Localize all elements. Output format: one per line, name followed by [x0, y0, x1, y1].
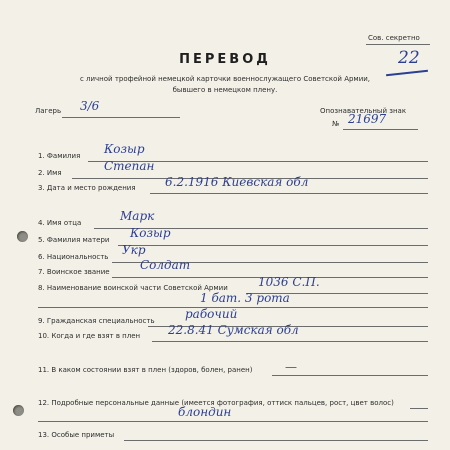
field-value-military-unit-detail: 1 бат. 3 рота [200, 291, 290, 305]
id-mark-value: 21697 [348, 112, 387, 126]
field-label-military-unit: 8. Наименование воинской части Советской Армии [38, 284, 228, 292]
field-value-mother-surname: Козыр [130, 226, 171, 240]
field-label-first-name: 2. Имя [38, 169, 62, 177]
field-label-mother-surname: 5. Фамилия матери [38, 236, 110, 244]
id-mark-number-sign: № [332, 120, 340, 128]
field-value-captured: 22.8.41 Сумская обл [168, 323, 299, 337]
punch-hole-upper [17, 231, 28, 242]
field-value-nationality: Укр [122, 243, 146, 257]
field-label-birth: 3. Дата и место рождения [38, 184, 136, 192]
field-label-rank: 7. Воинское звание [38, 268, 110, 276]
field-label-civil-profession: 9. Гражданская специальность [38, 317, 155, 325]
field-label-condition: 11. В каком состоянии взят в плен (здоров, болен, ранен) [38, 366, 253, 374]
classification-stamp: Сов. секретно [368, 34, 420, 42]
field-value-personal-data: блондин [178, 405, 232, 419]
field-value-rank: Солдат [140, 258, 191, 272]
field-value-surname: Козыр [104, 142, 145, 156]
field-label-special-marks: 13. Особые приметы [38, 431, 115, 439]
field-label-surname: 1. Фамилия [38, 152, 81, 160]
field-value-civil-profession: рабочий [185, 307, 238, 321]
id-mark-label: Опознавательный знак [320, 107, 407, 115]
page-number: 22 [398, 48, 420, 68]
document-title: ПЕРЕВОД [179, 52, 271, 67]
field-label-nationality: 6. Национальность [38, 253, 109, 261]
subtitle-line-1: с личной трофейной немецкой карточки военнослужащего Советской Армии, [79, 75, 371, 83]
camp-label: Лагерь [35, 107, 62, 115]
field-label-personal-data: 12. Подробные персональные данные (имеется фотография, оттиск пальцев, рост, цвет волос) [38, 399, 394, 407]
punch-hole-lower [13, 405, 24, 416]
field-value-birth: 6.2.1916 Киевская обл [165, 175, 309, 189]
camp-value: 3/6 [80, 99, 100, 113]
subtitle-line-2: бывшего в немецком плену. [172, 86, 278, 94]
field-value-father-name: Марк [120, 209, 155, 223]
field-value-condition: — [285, 360, 297, 374]
field-label-father-name: 4. Имя отца [38, 219, 82, 227]
field-label-captured: 10. Когда и где взят в плен [38, 332, 141, 340]
field-value-military-unit: 1036 С.П. [258, 275, 320, 289]
field-value-first-name: Степан [104, 159, 155, 173]
